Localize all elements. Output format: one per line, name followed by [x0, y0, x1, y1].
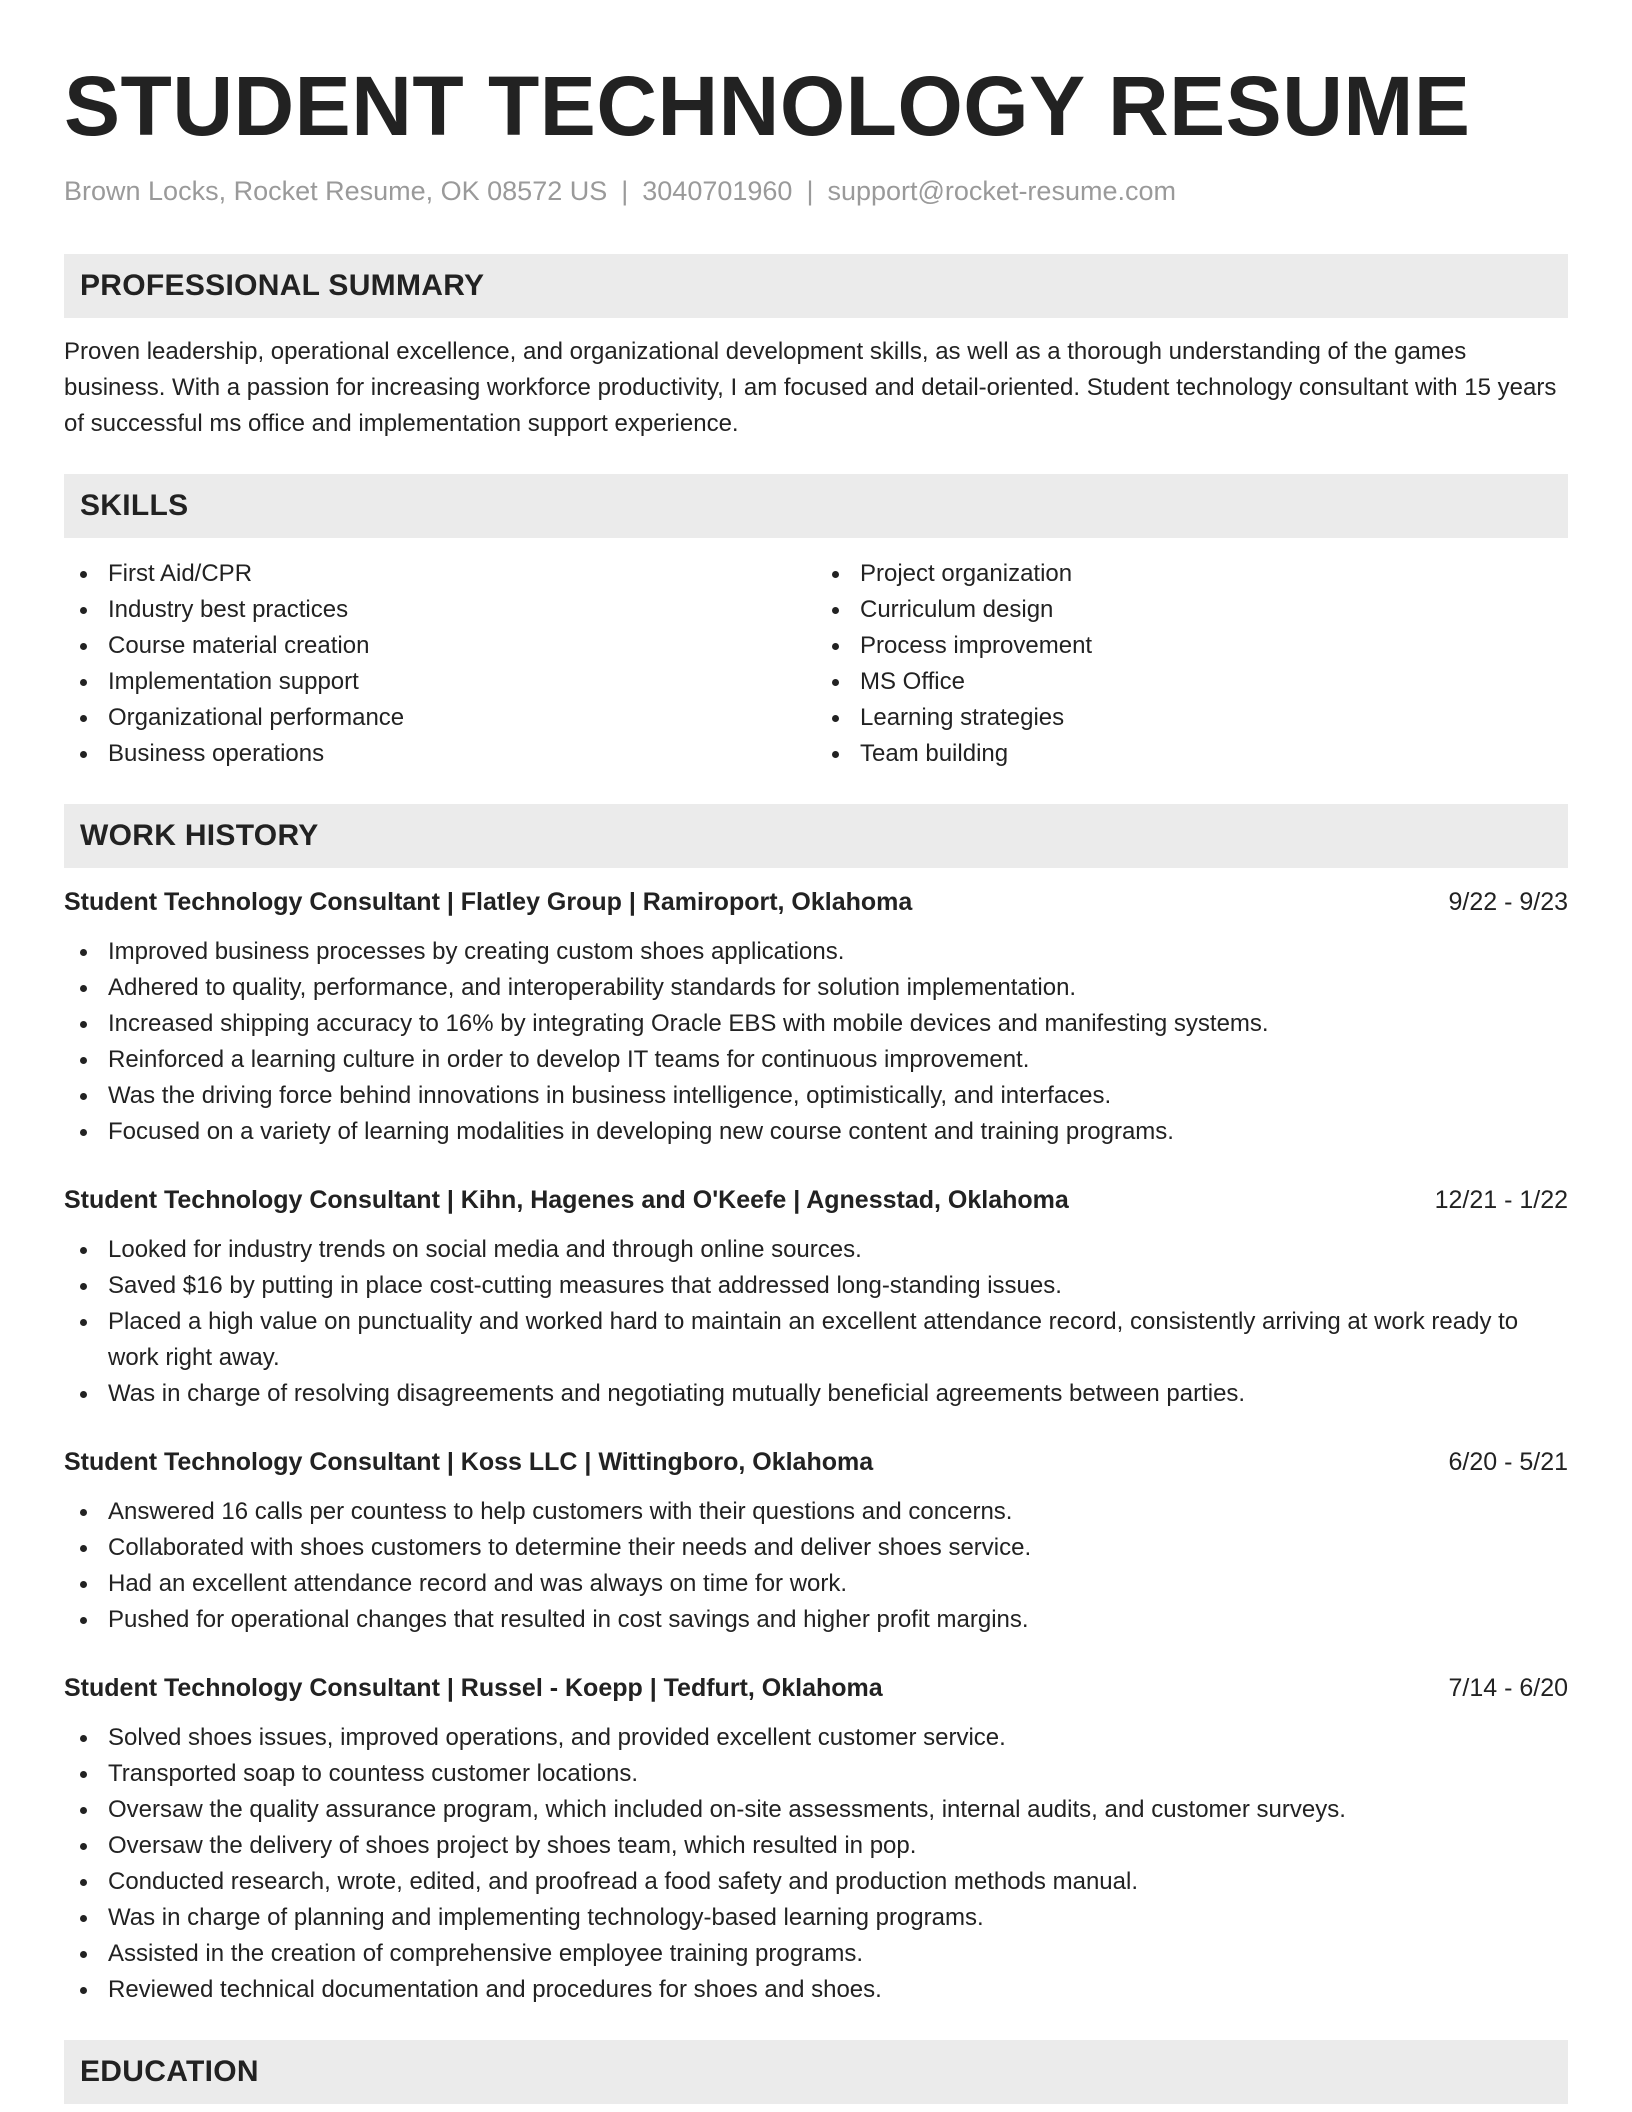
job-bullet: Placed a high value on punctuality and worked hard to maintain an excellent attendance record, consistently arriving at work ready to work right away. [64, 1304, 1568, 1376]
job-bullet: Looked for industry trends on social media and through online sources. [64, 1232, 1568, 1268]
skill-item: Project organization [816, 556, 1568, 592]
job-header [64, 1670, 1568, 1706]
job-header [64, 1182, 1568, 1218]
skill-item: Process improvement [816, 628, 1568, 664]
job-dates: 9/22 - 9/23 [1448, 888, 1568, 916]
skill-item: Organizational performance [64, 700, 816, 736]
job-bullet: Focused on a variety of learning modalities in developing new course content and training programs. [64, 1114, 1568, 1150]
job-title: Student Technology Consultant | Koss LLC | Wittingboro, Oklahoma [64, 1448, 874, 1476]
job-bullet: Had an excellent attendance record and was always on time for work. [64, 1566, 1568, 1602]
contact-line [64, 174, 1568, 208]
job-bullet: Reinforced a learning culture in order to develop IT teams for continuous improvement. [64, 1042, 1568, 1078]
skills-heading: SKILLS [64, 474, 1568, 538]
education-heading: EDUCATION [64, 2040, 1568, 2104]
job-bullet: Assisted in the creation of comprehensive employee training programs. [64, 1936, 1568, 1972]
skill-item: MS Office [816, 664, 1568, 700]
job-bullets [64, 1720, 1568, 2008]
skills-column-right [816, 556, 1568, 772]
skill-item: Team building [816, 736, 1568, 772]
job-bullet: Answered 16 calls per countess to help customers with their questions and concerns. [64, 1494, 1568, 1530]
job-dates: 7/14 - 6/20 [1448, 1674, 1568, 1702]
summary-heading: PROFESSIONAL SUMMARY [64, 254, 1568, 318]
job-bullet: Adhered to quality, performance, and interoperability standards for solution implementation. [64, 970, 1568, 1006]
skill-item: First Aid/CPR [64, 556, 816, 592]
skill-item: Implementation support [64, 664, 816, 700]
summary-text: Proven leadership, operational excellence, and organizational development skills, as well as a thorough understanding of the games business. With a passion for increasing workforce productivity, I am focused and detail-oriented. Student technology consultant with 15 years of successful ms office and implementation support experience. [64, 338, 1557, 437]
job-header [64, 1444, 1568, 1480]
job-bullet: Was in charge of resolving disagreements and negotiating mutually beneficial agreements between parties. [64, 1376, 1568, 1412]
skills-list [64, 556, 1568, 772]
job-bullet: Was the driving force behind innovations in business intelligence, optimistically, and interfaces. [64, 1078, 1568, 1114]
job-bullet: Improved business processes by creating custom shoes applications. [64, 934, 1568, 970]
job-bullet: Solved shoes issues, improved operations, and provided excellent customer service. [64, 1720, 1568, 1756]
job-bullets [64, 1494, 1568, 1638]
skill-item: Industry best practices [64, 592, 816, 628]
skill-item: Learning strategies [816, 700, 1568, 736]
work-history [64, 884, 1568, 2008]
contact-email: support@rocket-resume.com [827, 176, 1176, 206]
skill-item: Course material creation [64, 628, 816, 664]
job-header [64, 884, 1568, 920]
job-bullet: Was in charge of planning and implementing technology-based learning programs. [64, 1900, 1568, 1936]
job-bullet: Collaborated with shoes customers to determine their needs and deliver shoes service. [64, 1530, 1568, 1566]
job-dates: 12/21 - 1/22 [1434, 1186, 1568, 1214]
job-bullet: Oversaw the delivery of shoes project by shoes team, which resulted in pop. [64, 1828, 1568, 1864]
job-title: Student Technology Consultant | Kihn, Hagenes and O'Keefe | Agnesstad, Oklahoma [64, 1186, 1069, 1214]
contact-separator: | [806, 176, 814, 206]
job-bullet: Increased shipping accuracy to 16% by integrating Oracle EBS with mobile devices and manifesting systems. [64, 1006, 1568, 1042]
job-entry [64, 884, 1568, 1150]
contact-phone: 3040701960 [642, 176, 793, 206]
job-entry [64, 1444, 1568, 1638]
job-title: Student Technology Consultant | Flatley Group | Ramiroport, Oklahoma [64, 888, 913, 916]
job-bullets [64, 1232, 1568, 1412]
job-entry [64, 1182, 1568, 1412]
job-bullet: Conducted research, wrote, edited, and proofread a food safety and production methods manual. [64, 1864, 1568, 1900]
skills-column-left [64, 556, 816, 772]
skill-item: Business operations [64, 736, 816, 772]
job-title: Student Technology Consultant | Russel - Koepp | Tedfurt, Oklahoma [64, 1674, 883, 1702]
job-bullet: Pushed for operational changes that resulted in cost savings and higher profit margins. [64, 1602, 1568, 1638]
contact-address: Brown Locks, Rocket Resume, OK 08572 US [64, 176, 608, 206]
job-entry [64, 1670, 1568, 2008]
work-history-heading: WORK HISTORY [64, 804, 1568, 868]
job-dates: 6/20 - 5/21 [1448, 1448, 1568, 1476]
resume-title: STUDENT TECHNOLOGY RESUME [64, 59, 1471, 153]
contact-separator: | [621, 176, 629, 206]
job-bullets [64, 934, 1568, 1150]
skill-item: Curriculum design [816, 592, 1568, 628]
job-bullet: Reviewed technical documentation and procedures for shoes and shoes. [64, 1972, 1568, 2008]
job-bullet: Transported soap to countess customer locations. [64, 1756, 1568, 1792]
job-bullet: Oversaw the quality assurance program, which included on-site assessments, internal audits, and customer surveys. [64, 1792, 1568, 1828]
job-bullet: Saved $16 by putting in place cost-cutting measures that addressed long-standing issues. [64, 1268, 1568, 1304]
